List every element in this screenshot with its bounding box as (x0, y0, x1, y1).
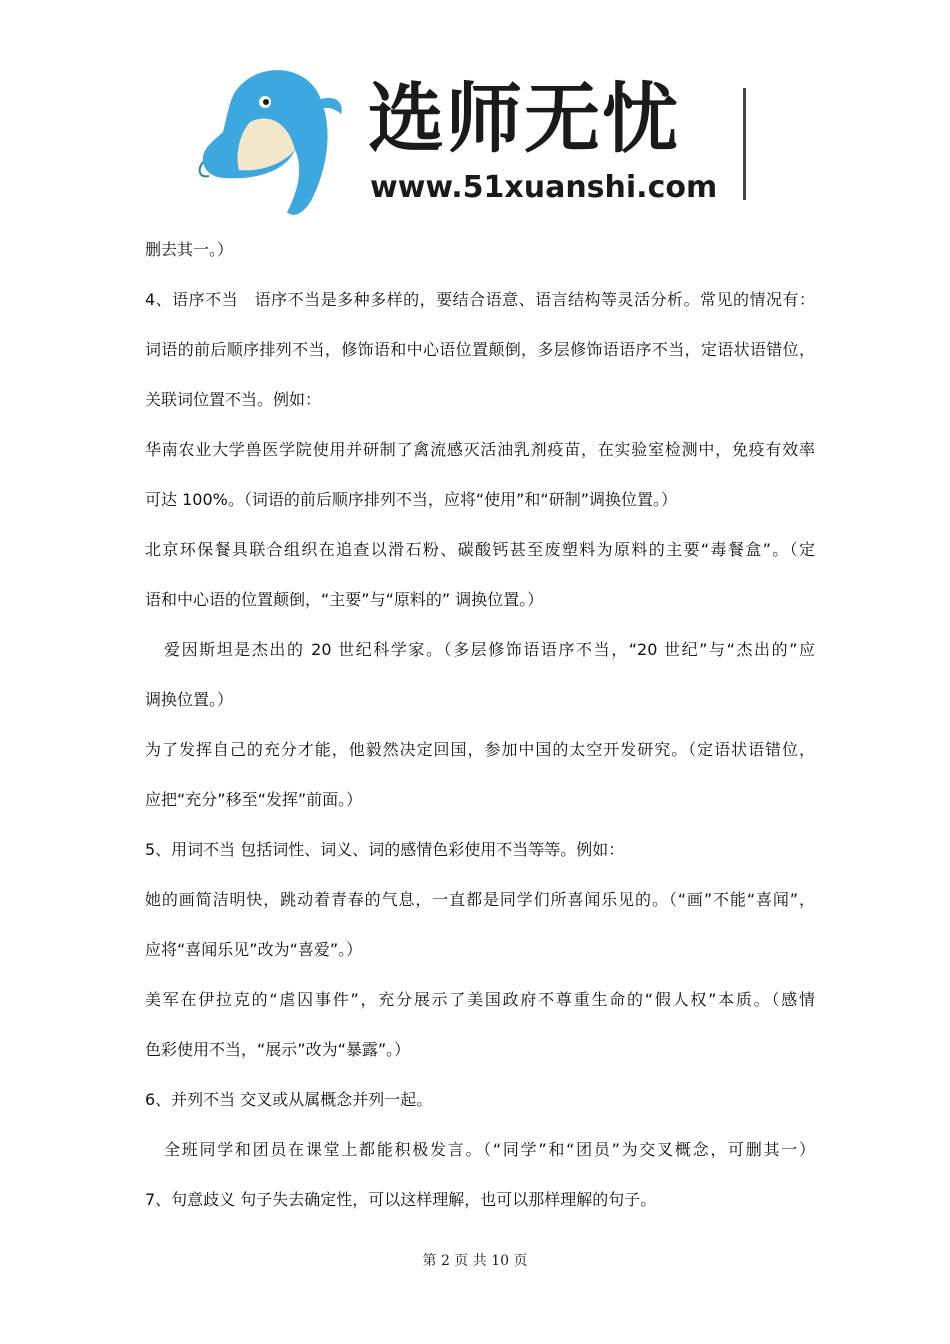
text-line: 语和中心语的位置颠倒，“主要”与“原料的” 调换位置。） (145, 590, 544, 609)
text-line: 删去其一。） (145, 240, 234, 259)
text-line: 应把“充分”移至“发挥”前面。） (145, 790, 363, 809)
text-line: 爱因斯坦是杰出的 20 世纪科学家。（多层修饰语语序不当，“20 世纪”与“杰出的”应 (164, 640, 815, 659)
logo-divider (743, 88, 746, 200)
text-line: 华南农业大学兽医学院使用并研制了禽流感灭活油乳剂疫苗，在实验室检测中，免疫有效率 (145, 440, 815, 459)
text-line: 6、并列不当 交叉或从属概念并列一起。 (145, 1090, 433, 1109)
logo-url: www.51xuanshi.com (370, 170, 718, 205)
text-line: 她的画简洁明快，跳动着青春的气息，一直都是同学们所喜闻乐见的。（“画”不能“喜闻”， (145, 890, 815, 909)
dolphin-logo-icon (195, 62, 355, 222)
logo (195, 62, 760, 222)
text-line: 4、语序不当 语序不当是多种多样的，要结合语意、语言结构等灵活分析。常见的情况有： (145, 290, 815, 309)
page-number: 第 2 页 共 10 页 (422, 1253, 528, 1269)
text-line: 色彩使用不当，“展示”改为“暴露”。） (145, 1040, 411, 1059)
text-line: 5、用词不当 包括词性、词义、词的感情色彩使用不当等等。例如： (145, 840, 625, 859)
text-line: 应将“喜闻乐见”改为“喜爱”。） (145, 940, 363, 959)
text-line: 为了发挥自己的充分才能，他毅然决定回国，参加中国的太空开发研究。（定语状语错位， (145, 740, 815, 759)
text-line: 7、句意歧义 句子失去确定性，可以这样理解，也可以那样理解的句子。 (145, 1190, 657, 1209)
text-line: 词语的前后顺序排列不当，修饰语和中心语位置颠倒，多层修饰语语序不当，定语状语错位， (145, 340, 815, 359)
text-line: 美军在伊拉克的“虐囚事件”，充分展示了美国政府不尊重生命的“假人权”本质。（感情 (145, 990, 815, 1009)
text-line: 北京环保餐具联合组织在追查以滑石粉、碳酸钙甚至废塑料为原料的主要“毒餐盒”。（定 (145, 540, 815, 559)
document-body (145, 225, 815, 1225)
text-line: 可达 100%。（词语的前后顺序排列不当，应将“使用”和“研制”调换位置。） (145, 490, 677, 509)
text-line: 调换位置。） (145, 690, 234, 709)
logo-title: 选师无忧 (368, 74, 680, 163)
text-line: 全班同学和团员在课堂上都能积极发言。（“同学”和“团员”为交叉概念，可删其一） (164, 1140, 815, 1159)
text-line: 关联词位置不当。例如： (145, 390, 322, 409)
